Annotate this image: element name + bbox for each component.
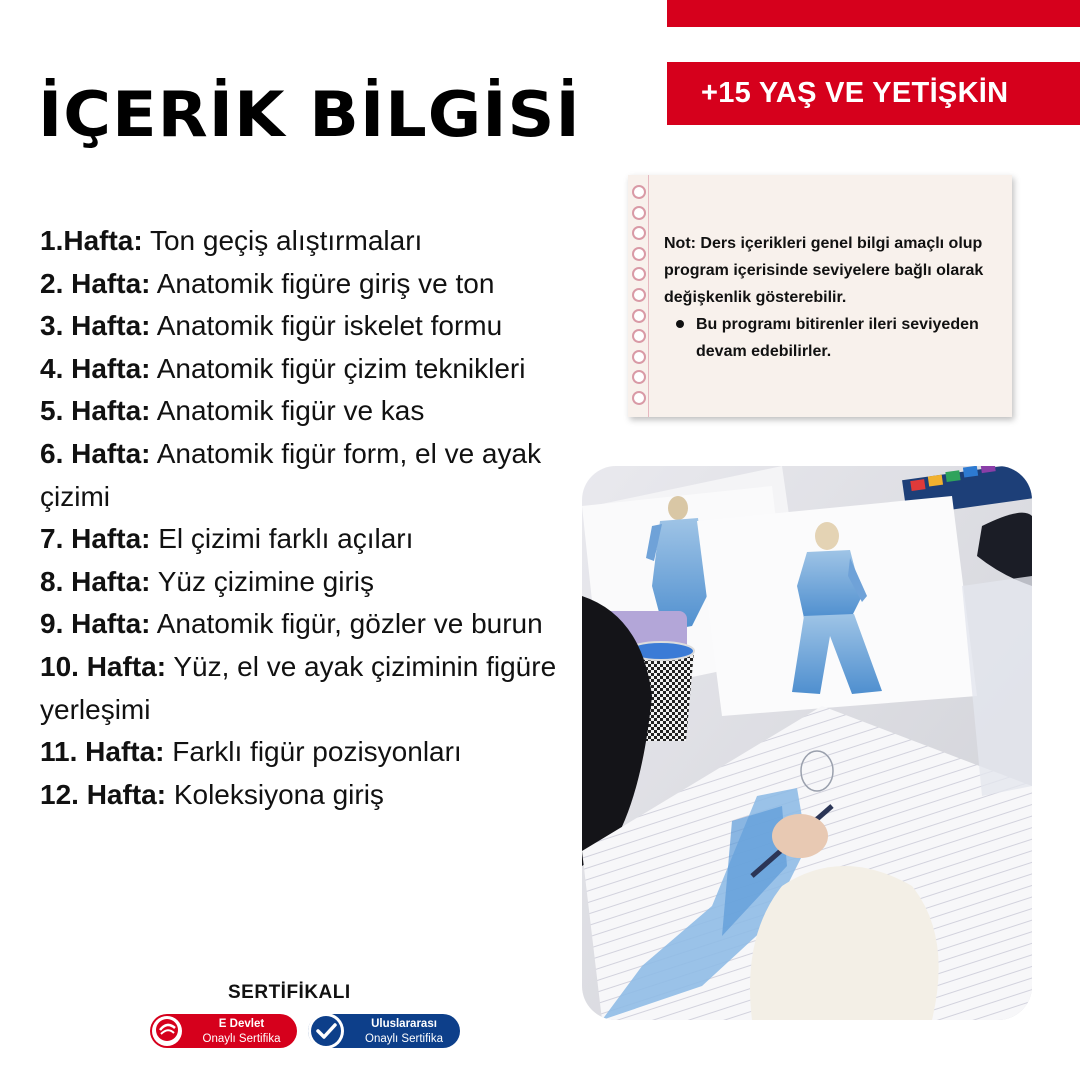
class-photo <box>582 466 1032 1020</box>
ring-icon <box>632 350 646 364</box>
edevlet-logo-icon <box>150 1014 186 1048</box>
ring-icon <box>632 391 646 405</box>
week-text: Anatomik figür ve kas <box>150 395 425 427</box>
ring-icon <box>632 288 646 302</box>
week-item <box>40 731 580 774</box>
week-item <box>40 646 580 731</box>
ring-icon <box>632 370 646 384</box>
intl-line2: Onaylı Sertifika <box>365 1033 443 1045</box>
week-text: Anatomik figür, gözler ve burun <box>150 608 543 640</box>
week-text: Anatomik figür çizim teknikleri <box>150 352 526 384</box>
bullet-icon <box>676 320 684 328</box>
international-badge-text <box>352 1014 456 1046</box>
week-text: Farklı figür pozisyonları <box>164 736 462 768</box>
week-label: 1.Hafta: <box>40 225 143 256</box>
page-title: İÇERİK BİLGİSİ <box>38 78 581 151</box>
ring-icon <box>632 206 646 220</box>
week-text: Anatomik figür iskelet formu <box>150 310 503 342</box>
week-label: 6. Hafta: <box>40 437 151 469</box>
week-item <box>40 433 580 518</box>
ring-icon <box>632 309 646 323</box>
week-label: 5. Hafta: <box>40 395 151 427</box>
week-label: 2. Hafta: <box>40 267 151 299</box>
note-bullet <box>676 311 996 365</box>
week-label: 4. Hafta: <box>40 352 151 384</box>
top-accent-bar <box>667 0 1080 27</box>
week-item <box>40 518 580 561</box>
week-label: 11. Hafta: <box>40 736 165 768</box>
ring-icon <box>632 226 646 240</box>
ring-icon <box>632 267 646 281</box>
ring-icon <box>632 185 646 199</box>
edevlet-badge <box>150 1014 297 1048</box>
week-text: Anatomik figüre giriş ve ton <box>150 267 495 299</box>
week-text: Yüz çizimine giriş <box>150 565 375 597</box>
week-item <box>40 774 580 817</box>
note-card <box>628 175 1012 417</box>
note-margin-line <box>648 175 649 417</box>
week-item <box>40 348 580 391</box>
age-badge: +15 YAŞ VE YETİŞKİN <box>667 62 1080 125</box>
week-text: Yüz, el ve ayak çiziminin figüre yerleşimi <box>40 650 557 725</box>
week-list <box>40 220 580 816</box>
week-label: 3. Hafta: <box>40 310 151 342</box>
ring-icon <box>632 247 646 261</box>
week-item <box>40 603 580 646</box>
intl-line1: Uluslararası <box>371 1018 437 1030</box>
ring-icon <box>632 329 646 343</box>
edevlet-line2: Onaylı Sertifika <box>202 1033 281 1045</box>
week-item <box>40 561 580 604</box>
note-bullet-text: Bu programı bitirenler ileri seviyeden devam edebilirler. <box>696 316 979 360</box>
edevlet-badge-text <box>190 1014 293 1046</box>
week-item <box>40 305 580 348</box>
week-text: El çizimi farklı açıları <box>150 523 414 555</box>
notebook-rings <box>632 185 648 412</box>
week-item <box>40 263 580 306</box>
week-text: Koleksiyona giriş <box>166 778 384 810</box>
week-label: 9. Hafta: <box>40 608 151 640</box>
certificate-title: SERTİFİKALI <box>228 982 351 1003</box>
edevlet-line1: E Devlet <box>218 1018 265 1030</box>
week-item <box>40 220 580 263</box>
week-item <box>40 390 580 433</box>
note-text: Not: Ders içerikleri genel bilgi amaçlı olup program içerisinde seviyelere bağlı olarak değişkenlik gösterebilir. <box>664 235 984 306</box>
week-label: 8. Hafta: <box>40 565 151 597</box>
international-badge <box>308 1014 460 1048</box>
week-text: Ton geçiş alıştırmaları <box>142 225 423 256</box>
week-label: 12. Hafta: <box>40 778 167 810</box>
check-circle-icon <box>306 1011 346 1051</box>
week-label: 7. Hafta: <box>40 523 151 555</box>
week-text: Anatomik figür form, el ve ayak çizimi <box>40 437 542 512</box>
week-label: 10. Hafta: <box>40 650 167 682</box>
